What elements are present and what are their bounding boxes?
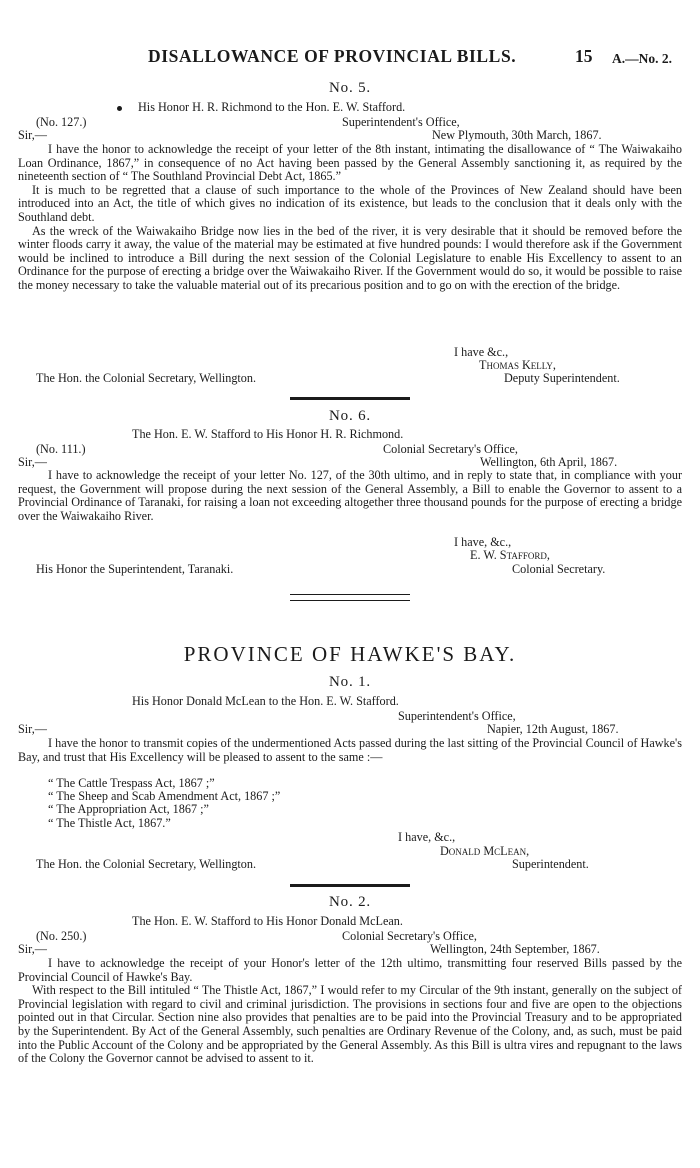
letter-signature-title: Colonial Secretary. [512,562,606,576]
letter-paragraph: I have the honor to transmit copies of the undermentioned Acts passed during the last sitting of the Provincial Council of Hawke's Bay, and trust that His Excellency will be pleased to assent to the same :— [18,736,682,764]
letter-from-to: His Honor H. R. Richmond to the Hon. E. W. Stafford. [138,100,406,114]
act-item: “ The Sheep and Scab Amendment Act, 1867 ;” [48,789,281,803]
letter-from-to: His Honor Donald McLean to the Hon. E. W. Stafford. [132,694,399,708]
letter-place-date: New Plymouth, 30th March, 1867. [432,128,602,142]
letter-addressee: The Hon. the Colonial Secretary, Wellington. [36,371,257,385]
letter-body [18,957,682,1066]
act-item: “ The Appropriation Act, 1867 ;” [48,802,209,816]
letter-signature-title: Deputy Superintendent. [504,371,620,385]
section-divider [290,594,410,601]
letter-signature: Donald McLean, [440,844,530,858]
letter-office: Colonial Secretary's Office, [342,929,477,943]
letter-addressee: His Honor the Superintendent, Taranaki. [36,562,234,576]
letter-closing: I have, &c., [454,535,512,549]
letter-body [18,737,682,764]
letter-body [18,469,682,523]
letter-signature-title: Superintendent. [512,857,589,871]
letter-addressee: The Hon. the Colonial Secretary, Wellington. [36,857,257,871]
letter-place-date: Wellington, 6th April, 1867. [480,455,618,469]
letter-place-date: Napier, 12th August, 1867. [487,722,619,736]
letter-number: (No. 127.) [36,115,87,129]
page-header-title: DISALLOWANCE OF PROVINCIAL BILLS. [148,46,517,66]
letter-heading: No. 2. [329,894,371,910]
letter-closing: I have, &c., [398,830,456,844]
letter-from-to: The Hon. E. W. Stafford to His Honor H. R. Richmond. [132,427,404,441]
section-divider [290,884,410,887]
act-item: “ The Cattle Trespass Act, 1867 ;” [48,776,215,790]
letter-signature: E. W. Stafford, [470,548,550,562]
letter-paragraph: As the wreck of the Waiwakaiho Bridge now lies in the bed of the river, it is very desirable that it should be removed before the winter floods carry it away, the value of the material may be estimated at five hundred pounds: I would therefore ask if the Government would be inclined to introduce a Bill during the next session of the Colonial Legislature to enable His Excellency to assent to an Ordinance for the purpose of erecting a bridge over the Waiwakaiho River. If the Government would do so, it would be possible to raise the money necessary to take the valuable material out of its precarious position and to go on with the erection of the bridge. [18,223,682,292]
section-divider [290,397,410,400]
letter-body [18,143,682,293]
letter-paragraph: I have to acknowledge the receipt of your Honor's letter of the 12th ultimo, transmitting four reserved Bills passed by the Provincial Council of Hawke's Bay. [18,956,682,984]
letter-paragraph: With respect to the Bill intituled “ The Thistle Act, 1867,” I would refer to my Circular of the 9th instant, generally on the subject of Provincial legislation with regard to civil and criminal jurisdiction. The provisions in sections four and five are open to the objections pointed out in that Circular. Section nine also provides that penalties are to be paid into the Provincial Treasury and to be appropriated by the Superintendent. By Act of the General Assembly, such penalties are Ordinary Revenue of the Colony, and, as such, must be paid into the Public Account of the Colony and be appropriated by the General Assembly. As this Bill is ultra vires and repugnant to the laws of the Colony the Governor cannot be advised to assent to it. [18,983,682,1066]
letter-office: Superintendent's Office, [342,115,460,129]
letter-paragraph: I have to acknowledge the receipt of your letter No. 127, of the 30th ultimo, and in reply to state that, in compliance with your request, the Government will propose during the next session of the General Assembly, a Bill to enable the Governor to assent to a Provincial Ordinance of Taranaki, for raising a loan not exceeding altogether three thousand pounds for the purpose of erecting a bridge over the Waiwakaiho River. [18,468,682,523]
act-item: “ The Thistle Act, 1867.” [48,816,171,830]
letter-salutation: Sir,— [18,942,47,956]
letter-place-date: Wellington, 24th September, 1867. [430,942,600,956]
province-heading: PROVINCE OF HAWKE'S BAY. [183,642,517,666]
letter-from-to: The Hon. E. W. Stafford to His Honor Donald McLean. [132,914,403,928]
letter-heading: No. 6. [329,408,371,424]
page-number: 15 [575,46,593,66]
letter-heading: No. 1. [329,674,371,690]
letter-number: (No. 111.) [36,442,86,456]
paper-reference: A.—No. 2. [612,51,672,66]
letter-office: Superintendent's Office, [398,709,516,723]
letter-salutation: Sir,— [18,128,47,142]
ink-dot-mark [117,106,122,111]
letter-office: Colonial Secretary's Office, [383,442,518,456]
letter-heading: No. 5. [329,80,371,96]
letter-salutation: Sir,— [18,722,47,736]
letter-paragraph: It is much to be regretted that a clause of such importance to the whole of the Provinces of New Zealand should have been introduced into an Act, the title of which gives no indication of its existence, but leads to the conclusion that it deals only with the Southland debt. [18,182,682,224]
letter-signature: Thomas Kelly, [479,358,556,372]
letter-salutation: Sir,— [18,455,47,469]
letter-closing: I have &c., [454,345,509,359]
letter-number: (No. 250.) [36,929,87,943]
letter-paragraph: I have the honor to acknowledge the receipt of your letter of the 8th instant, intimating the disallowance of “ The Waiwakaiho Loan Ordinance, 1867,” in consequence of no Act having been passed by the General Assembly sanctioning it, as required by the nineteenth section of “ The Southland Provincial Debt Act, 1865.” [18,142,682,184]
